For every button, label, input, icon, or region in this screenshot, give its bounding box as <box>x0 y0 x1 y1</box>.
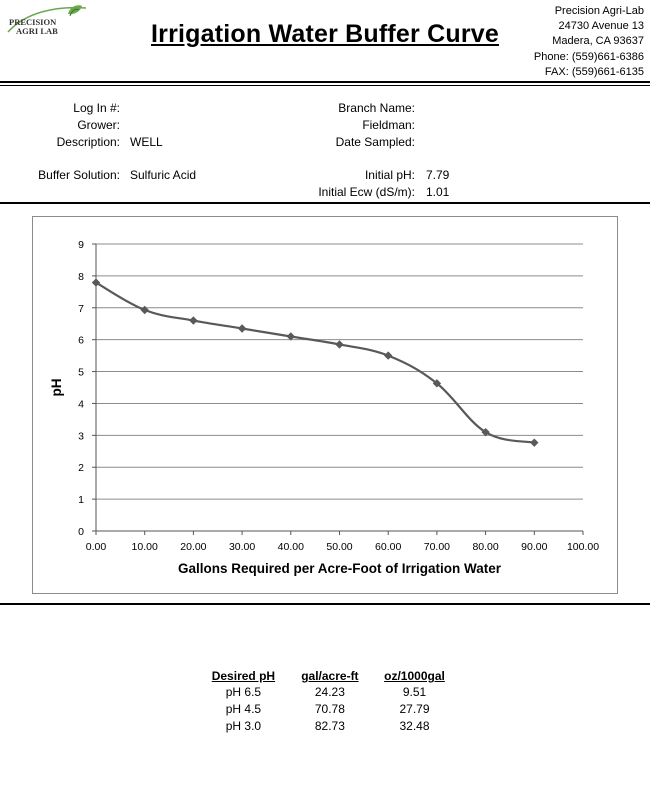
header-gal-acre-ft: gal/acre-ft <box>301 669 359 683</box>
initial-ecw-value: 1.01 <box>426 185 450 199</box>
table-row <box>198 701 458 718</box>
buffer-solution-label: Buffer Solution: <box>38 168 120 182</box>
buffer-solution-value: Sulfuric Acid <box>130 168 197 182</box>
y-tick-label: 8 <box>78 270 84 283</box>
table-cell: pH 6.5 <box>225 685 262 699</box>
data-point-marker <box>530 438 538 446</box>
chart-divider <box>0 603 650 605</box>
chart-canvas <box>33 217 619 595</box>
x-tick-label: 100.00 <box>566 541 600 553</box>
logo-text-bottom: AGRI LAB <box>16 26 58 36</box>
login-label: Log In #: <box>73 101 120 115</box>
results-table <box>198 668 458 735</box>
series-line <box>96 283 534 443</box>
x-tick-label: 0.00 <box>85 541 107 553</box>
y-tick-label: 3 <box>78 430 84 443</box>
table-row <box>198 718 458 735</box>
data-point-marker <box>384 351 392 359</box>
x-tick-label: 40.00 <box>277 541 304 553</box>
lab-phone: Phone: (559)661-6386 <box>533 50 644 63</box>
initial-ph-value: 7.79 <box>426 168 450 182</box>
description-label: Description: <box>56 135 120 149</box>
chart-series <box>92 278 539 446</box>
chart-axes <box>78 239 599 553</box>
y-tick-label: 0 <box>78 526 84 538</box>
header-desired-ph: Desired pH <box>211 669 276 683</box>
header-divider-thin <box>0 85 650 86</box>
lab-fax: FAX: (559)661-6135 <box>544 65 644 78</box>
x-tick-label: 50.00 <box>326 541 353 553</box>
date-sampled-label: Date Sampled: <box>335 135 415 149</box>
x-tick-label: 70.00 <box>423 541 451 553</box>
x-tick-label: 80.00 <box>472 541 499 553</box>
header-oz-1000gal: oz/1000gal <box>384 669 445 683</box>
table-row <box>198 684 458 701</box>
company-logo <box>6 2 88 38</box>
y-tick-label: 9 <box>78 239 84 251</box>
chart-gridlines <box>96 244 583 499</box>
buffer-curve-chart <box>32 216 618 594</box>
table-cell: pH 3.0 <box>225 719 262 733</box>
data-point-marker <box>189 316 197 324</box>
header-divider <box>0 81 650 83</box>
initial-ph-label: Initial pH: <box>364 168 415 182</box>
lab-address: 24730 Avenue 13 <box>558 20 644 33</box>
grower-label: Grower: <box>77 118 120 132</box>
y-tick-label: 1 <box>78 494 84 507</box>
page-title: Irrigation Water Buffer Curve <box>151 20 499 48</box>
logo-text-top: PRECISION <box>9 17 57 27</box>
table-cell: 70.78 <box>314 702 345 716</box>
table-cell: pH 4.5 <box>225 702 262 716</box>
lab-city: Madera, CA 93637 <box>552 35 644 48</box>
x-tick-label: 10.00 <box>131 541 158 553</box>
branch-name-label: Branch Name: <box>338 101 415 115</box>
x-tick-label: 30.00 <box>228 541 256 553</box>
lab-contact-info <box>534 4 644 80</box>
results-table-container <box>198 668 458 735</box>
chart-y-axis-title: pH <box>49 378 64 397</box>
chart-x-axis-title: Gallons Required per Acre-Foot of Irrigation Water <box>177 561 502 576</box>
fieldman-label: Fieldman: <box>362 118 415 132</box>
data-point-marker <box>335 340 343 348</box>
x-tick-label: 90.00 <box>521 541 548 553</box>
x-tick-label: 60.00 <box>375 541 402 553</box>
y-tick-label: 2 <box>78 462 84 475</box>
logo-graphic <box>6 2 88 38</box>
description-value: WELL <box>130 135 163 149</box>
lab-name: Precision Agri-Lab <box>554 5 644 17</box>
y-tick-label: 6 <box>78 334 84 347</box>
y-tick-label: 7 <box>78 302 84 315</box>
info-divider <box>0 202 650 204</box>
y-tick-label: 5 <box>78 366 84 379</box>
initial-ecw-label: Initial Ecw (dS/m): <box>318 185 415 199</box>
table-cell: 32.48 <box>399 719 430 733</box>
data-point-marker <box>141 306 149 314</box>
table-cell: 27.79 <box>399 702 430 716</box>
data-point-marker <box>238 324 246 332</box>
table-cell: 82.73 <box>314 719 345 733</box>
results-header-row <box>198 668 458 684</box>
table-cell: 9.51 <box>402 685 427 699</box>
x-tick-label: 20.00 <box>180 541 207 553</box>
table-cell: 24.23 <box>314 685 345 699</box>
y-tick-label: 4 <box>78 398 84 411</box>
